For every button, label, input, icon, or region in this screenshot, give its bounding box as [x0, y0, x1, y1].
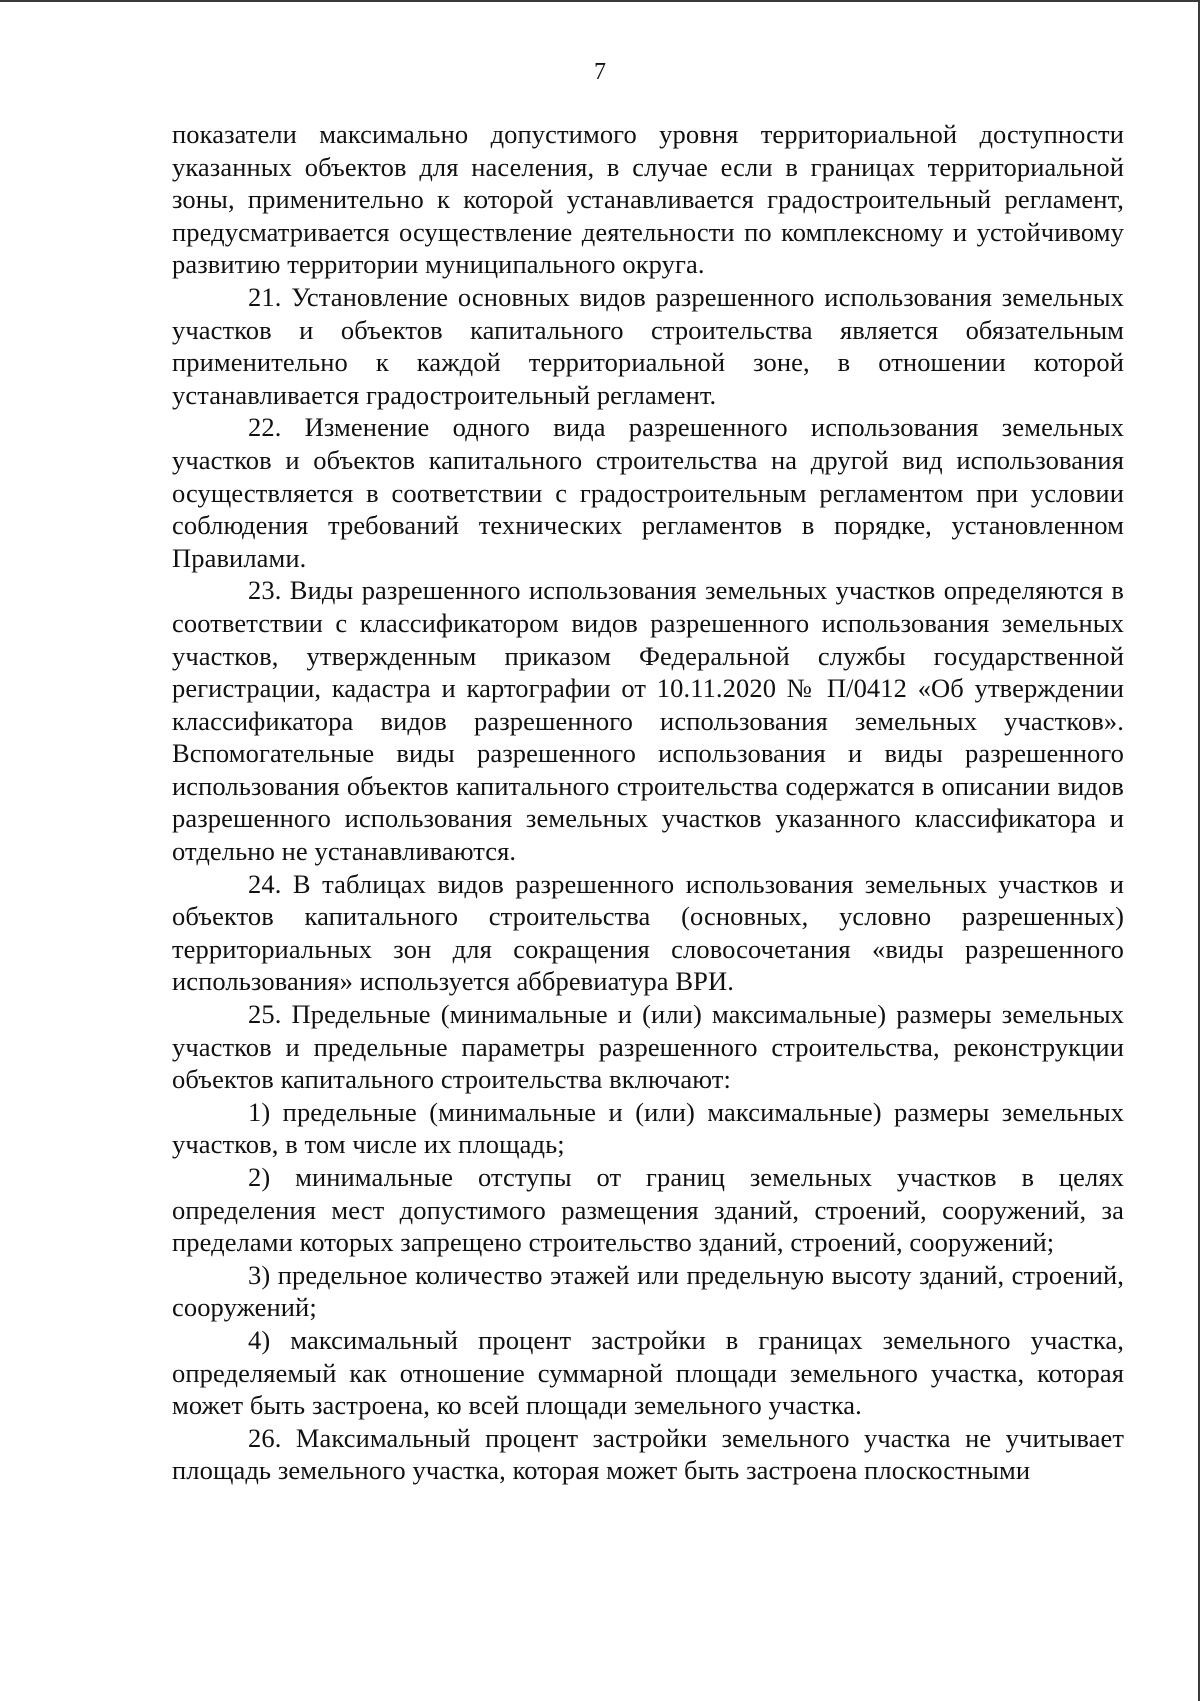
paragraph-25: 25. Предельные (минимальные и (или) максимальные) размеры земельных участков и предельные параметры разрешенного строительства, реконструкции объектов капитального строительства включают: [172, 999, 1124, 1095]
list-item-2: 2) минимальные отступы от границ земельных участков в целях определения мест допустимого размещения зданий, строений, сооружений, за пределами которых запрещено строительство зданий, строений, сооружений; [172, 1162, 1124, 1258]
page-number: 7 [594, 59, 606, 85]
list-item-3: 3) предельное количество этажей или предельную высоту зданий, строений, сооружений; [172, 1259, 1124, 1323]
paragraph-22: 22. Изменение одного вида разрешенного использования земельных участков и объектов капитального строительства на другой вид использования осуществляется в соответствии с градостроительным регламентом при условии соблюдения требований технических регламентов в порядке, установленном Правилами. [172, 412, 1124, 573]
list-item-1: 1) предельные (минимальные и (или) максимальные) размеры земельных участков, в том числе их площадь; [172, 1096, 1124, 1160]
document-body [172, 118, 1124, 1487]
paragraph-continuation: показатели максимально допустимого уровня территориальной доступности указанных объектов для населения, в случае если в границах территориальной зоны, применительно к которой устанавливается градостроительный регламент, предусматривается осуществление деятельности по комплексному и устойчивому развитию территории муниципального округа. [172, 119, 1124, 280]
paragraph-21: 21. Установление основных видов разрешенного использования земельных участков и объектов капитального строительства является обязательным применительно к каждой территориальной зоне, в отношении которой устанавливается градостроительный регламент. [172, 281, 1124, 410]
list-item-4: 4) максимальный процент застройки в границах земельного участка, определяемый как отношение суммарной площади земельного участка, которая может быть застроена, ко всей площади земельного участка. [172, 1324, 1124, 1421]
paragraph-24: 24. В таблицах видов разрешенного использования земельных участков и объектов капитального строительства (основных, условно разрешенных) территориальных зон для сокращения словосочетания «виды разрешенного использования» используется аббревиатура ВРИ. [172, 868, 1124, 997]
paragraph-23: 23. Виды разрешенного использования земельных участков определяются в соответствии с классификатором видов разрешенного использования земельных участков, утвержденным приказом Федеральной службы государственной регистрации, кадастра и картографии от 10.11.2020 № П/0412 «Об утверждении классификатора видов разрешенного использования земельных участков». Вспомогательные виды разрешенного использования и виды разрешенного использования объектов капитального строительства содержатся в описании видов разрешенного использования земельных участков указанного классификатора и отдельно не устанавливаются. [172, 575, 1124, 867]
paragraph-26: 26. Максимальный процент застройки земельного участка не учитывает площадь земельного участка, которая может быть застроена плоскостными [172, 1422, 1124, 1486]
scan-edge-top [0, 0, 1200, 2]
